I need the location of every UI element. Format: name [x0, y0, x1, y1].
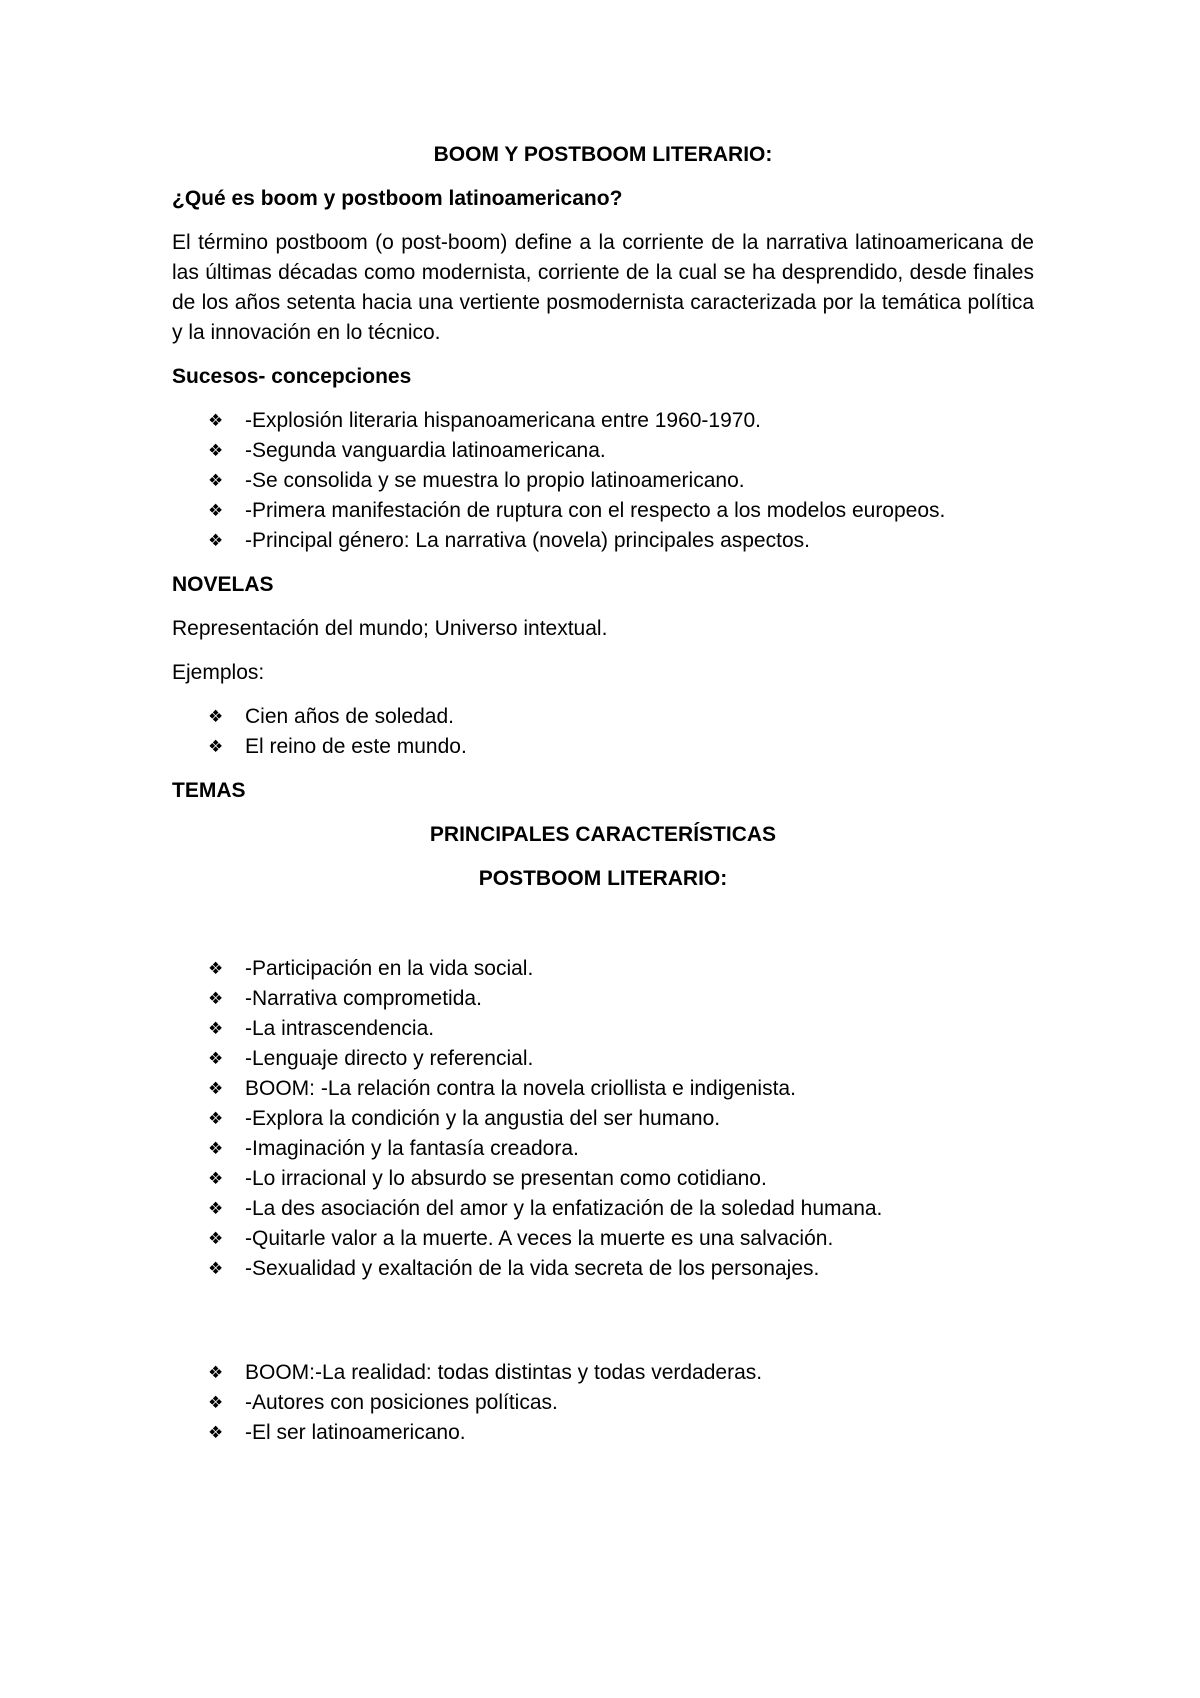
characteristics-list: [172, 954, 1034, 1284]
sucesos-heading: Sucesos- concepciones: [172, 365, 412, 388]
question-heading: ¿Qué es boom y postboom latinoamericano?: [172, 187, 623, 210]
examples-label: Ejemplos:: [172, 661, 265, 684]
diamond-bullet-icon: ❖: [208, 1049, 224, 1069]
list-item: ❖ -Primera manifestación de ruptura con el respecto a los modelos europeos.: [172, 496, 1034, 526]
list-item: ❖ -Segunda vanguardia latinoamericana.: [172, 436, 1034, 466]
diamond-bullet-icon: ❖: [208, 737, 224, 757]
novelas-description: Representación del mundo; Universo intextual.: [172, 617, 608, 640]
document-page: [172, 140, 1034, 1462]
list-item: ❖ -Autores con posiciones políticas.: [172, 1388, 1034, 1418]
list-item: ❖ Cien años de soledad.: [172, 702, 1034, 732]
list-item: ❖ -El ser latinoamericano.: [172, 1418, 1034, 1448]
diamond-bullet-icon: ❖: [208, 531, 224, 551]
diamond-bullet-icon: ❖: [208, 1229, 224, 1249]
list-item: ❖ -Lo irracional y lo absurdo se presentan como cotidiano.: [172, 1164, 1034, 1194]
diamond-bullet-icon: ❖: [208, 959, 224, 979]
document-title: BOOM Y POSTBOOM LITERARIO:: [433, 143, 773, 166]
diamond-bullet-icon: ❖: [208, 1109, 224, 1129]
diamond-bullet-icon: ❖: [208, 1423, 224, 1443]
list-item: ❖ -La intrascendencia.: [172, 1014, 1034, 1044]
diamond-bullet-icon: ❖: [208, 1139, 224, 1159]
list-item: ❖ -Se consolida y se muestra lo propio latinoamericano.: [172, 466, 1034, 496]
list-item: ❖ BOOM:-La realidad: todas distintas y todas verdaderas.: [172, 1358, 1034, 1388]
spacer: [172, 908, 1034, 954]
diamond-bullet-icon: ❖: [208, 1363, 224, 1383]
diamond-bullet-icon: ❖: [208, 501, 224, 521]
list-item: ❖ -Narrativa comprometida.: [172, 984, 1034, 1014]
list-item: ❖ BOOM: -La relación contra la novela criollista e indigenista.: [172, 1074, 1034, 1104]
intro-paragraph: El término postboom (o post-boom) define a la corriente de la narrativa latinoamericana de las últimas décadas como modernista, corriente de la cual se ha desprendido, desde finales de los años setenta hacia una vertiente posmodernista caracterizada por la temática política y la innovación en lo técnico.: [172, 231, 1034, 344]
diamond-bullet-icon: ❖: [208, 1169, 224, 1189]
spacer: [172, 1298, 1034, 1358]
list-item: ❖ -Sexualidad y exaltación de la vida secreta de los personajes.: [172, 1254, 1034, 1284]
list-item: ❖ -Lenguaje directo y referencial.: [172, 1044, 1034, 1074]
examples-list: [172, 702, 1034, 762]
novelas-heading: NOVELAS: [172, 573, 274, 596]
sucesos-list: [172, 406, 1034, 556]
diamond-bullet-icon: ❖: [208, 1019, 224, 1039]
postboom-heading: POSTBOOM LITERARIO:: [478, 867, 728, 890]
list-item: ❖ El reino de este mundo.: [172, 732, 1034, 762]
diamond-bullet-icon: ❖: [208, 441, 224, 461]
diamond-bullet-icon: ❖: [208, 1199, 224, 1219]
diamond-bullet-icon: ❖: [208, 1259, 224, 1279]
list-item: ❖ -Explora la condición y la angustia del ser humano.: [172, 1104, 1034, 1134]
list-item: ❖ -Quitarle valor a la muerte. A veces la muerte es una salvación.: [172, 1224, 1034, 1254]
boom-list: [172, 1358, 1034, 1448]
diamond-bullet-icon: ❖: [208, 707, 224, 727]
list-item: ❖ -Explosión literaria hispanoamericana entre 1960-1970.: [172, 406, 1034, 436]
list-item: ❖ -Imaginación y la fantasía creadora.: [172, 1134, 1034, 1164]
list-item: ❖ -La des asociación del amor y la enfatización de la soledad humana.: [172, 1194, 1034, 1224]
characteristics-heading: PRINCIPALES CARACTERÍSTICAS: [429, 823, 777, 846]
diamond-bullet-icon: ❖: [208, 411, 224, 431]
list-item: ❖ -Principal género: La narrativa (novela) principales aspectos.: [172, 526, 1034, 556]
temas-heading: TEMAS: [172, 779, 246, 802]
diamond-bullet-icon: ❖: [208, 471, 224, 491]
diamond-bullet-icon: ❖: [208, 1079, 224, 1099]
list-item: ❖ -Participación en la vida social.: [172, 954, 1034, 984]
diamond-bullet-icon: ❖: [208, 1393, 224, 1413]
diamond-bullet-icon: ❖: [208, 989, 224, 1009]
